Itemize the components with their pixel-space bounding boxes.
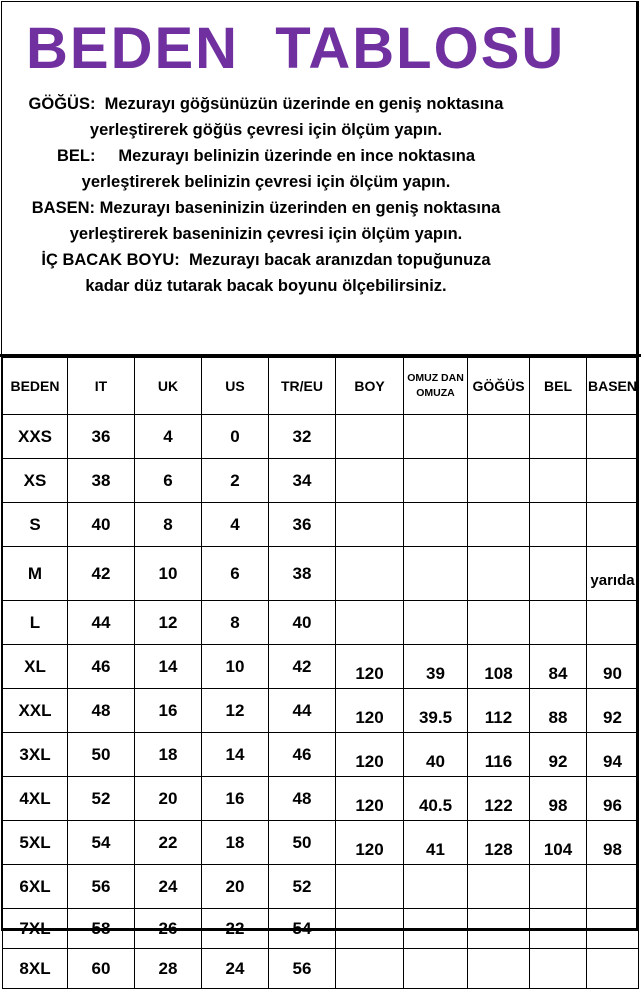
table-cell: 92 [587,689,639,733]
column-header: US [202,358,269,415]
table-cell: 122 [468,777,530,821]
table-cell: 56 [68,865,135,909]
table-cell [404,459,468,503]
table-cell [336,909,404,949]
table-cell: 3XL [3,733,68,777]
table-cell: 48 [269,777,336,821]
table-cell: 20 [135,777,202,821]
table-cell: 56 [269,949,336,989]
instruction-line: GÖĞÜS: Mezurayı göğsünüzün üzerinde en geniş noktasına [28,95,504,113]
table-row [3,689,639,733]
table-cell [336,949,404,989]
table-cell: 90 [587,645,639,689]
column-header: BOY [336,358,404,415]
table-cell [530,547,587,601]
table-cell: 46 [68,645,135,689]
table-cell [587,459,639,503]
table-cell: L [3,601,68,645]
table-cell: 34 [269,459,336,503]
instruction-line: BASEN: Mezurayı baseninizin üzerinden en geniş noktasına [31,199,501,217]
table-cell: 32 [269,415,336,459]
table-row [3,909,639,949]
table-cell: M [3,547,68,601]
table-cell: 54 [269,909,336,949]
column-header: UK [135,358,202,415]
table-cell [336,503,404,547]
table-cell [404,865,468,909]
table-cell [587,909,639,949]
table-cell: 41 [404,821,468,865]
table-cell: 24 [135,865,202,909]
table-cell: 46 [269,733,336,777]
table-cell [404,909,468,949]
table-cell: 40.5 [404,777,468,821]
table-cell: 6XL [3,865,68,909]
table-cell [530,601,587,645]
table-cell: XXS [3,415,68,459]
table-cell [404,601,468,645]
table-cell: 52 [269,865,336,909]
table-cell: 39.5 [404,689,468,733]
table-cell: 112 [468,689,530,733]
table-cell: S [3,503,68,547]
table-cell: 14 [202,733,269,777]
instruction-line: yerleştirerek belinizin çevresi için ölçüm yapın. [81,173,451,191]
table-cell: 16 [135,689,202,733]
table-cell [336,415,404,459]
table-cell: 8XL [3,949,68,989]
table-cell: 5XL [3,821,68,865]
table-cell: 38 [269,547,336,601]
table-cell: 42 [68,547,135,601]
table-cell [336,547,404,601]
table-cell: 24 [202,949,269,989]
table-cell: 38 [68,459,135,503]
table-row [3,459,639,503]
table-cell: 8 [135,503,202,547]
table-cell: 120 [336,689,404,733]
table-cell [404,547,468,601]
table-cell: 36 [68,415,135,459]
table-cell [468,865,530,909]
table-row [3,821,639,865]
size-table [2,357,639,989]
measurement-instructions [8,91,524,299]
table-row [3,733,639,777]
table-cell: 7XL [3,909,68,949]
table-cell: 50 [269,821,336,865]
instruction-line: yerleştirerek baseninizin çevresi için ölçüm yapın. [69,225,463,243]
table-cell: XL [3,645,68,689]
table-cell: 120 [336,733,404,777]
table-cell: 48 [68,689,135,733]
table-cell: 12 [135,601,202,645]
column-header: BEL [530,358,587,415]
table-cell: 54 [68,821,135,865]
table-header-row [3,358,639,415]
table-cell: 84 [530,645,587,689]
table-cell: 39 [404,645,468,689]
table-cell: XXL [3,689,68,733]
table-cell: 18 [202,821,269,865]
table-cell: 92 [530,733,587,777]
table-cell: 8 [202,601,269,645]
table-cell [336,601,404,645]
instruction-line: yerleştirerek göğüs çevresi için ölçüm yapın. [89,121,443,139]
column-header: BASEN [587,358,639,415]
table-row [3,503,639,547]
table-cell: 44 [68,601,135,645]
table-cell [530,415,587,459]
table-cell: 104 [530,821,587,865]
table-cell: 60 [68,949,135,989]
table-cell: 52 [68,777,135,821]
table-cell: 120 [336,645,404,689]
page-title: BEDEN TABLOSU [26,16,566,81]
instruction-line: BEL: Mezurayı belinizin üzerinde en ince noktasına [56,147,476,165]
table-cell: 120 [336,777,404,821]
table-cell [530,865,587,909]
table-row [3,865,639,909]
table-cell [468,459,530,503]
table-cell: 44 [269,689,336,733]
table-cell [587,503,639,547]
table-cell: 22 [135,821,202,865]
table-row [3,949,639,989]
column-header: IT [68,358,135,415]
table-cell: 58 [68,909,135,949]
table-cell: 120 [336,821,404,865]
table-cell [404,503,468,547]
table-cell [587,949,639,989]
table-cell: 4 [202,503,269,547]
table-cell: 40 [68,503,135,547]
table-cell: 88 [530,689,587,733]
table-cell: 4 [135,415,202,459]
table-cell [468,909,530,949]
table-cell [468,547,530,601]
table-cell [530,949,587,989]
column-header: BEDEN [3,358,68,415]
table-row [3,645,639,689]
table-cell [468,601,530,645]
instruction-line: kadar düz tutarak bacak boyunu ölçebilirsiniz. [85,277,447,295]
column-header: GÖĞÜS [468,358,530,415]
table-cell [336,459,404,503]
table-cell: 42 [269,645,336,689]
table-cell: 108 [468,645,530,689]
table-cell [468,949,530,989]
table-row [3,601,639,645]
table-cell [530,909,587,949]
table-cell: 14 [135,645,202,689]
table-cell: 0 [202,415,269,459]
table-cell: 26 [135,909,202,949]
column-header: OMUZ DAN OMUZA [404,358,468,415]
table-cell: 20 [202,865,269,909]
table-cell: 18 [135,733,202,777]
instruction-line: İÇ BACAK BOYU: Mezurayı bacak aranızdan topuğunuza [41,251,491,269]
table-cell [530,503,587,547]
table-cell: 36 [269,503,336,547]
table-cell [468,415,530,459]
table-cell: 10 [135,547,202,601]
column-header: TR/EU [269,358,336,415]
table-cell: 96 [587,777,639,821]
table-cell [336,865,404,909]
table-cell: 6 [135,459,202,503]
table-cell [530,459,587,503]
table-cell [587,415,639,459]
table-cell: 2 [202,459,269,503]
table-cell [587,601,639,645]
table-cell: 98 [530,777,587,821]
table-row [3,547,639,601]
table-cell: 4XL [3,777,68,821]
table-cell: 116 [468,733,530,777]
table-cell: 22 [202,909,269,949]
table-row [3,777,639,821]
table-cell [587,865,639,909]
table-cell: 16 [202,777,269,821]
table-cell: 6 [202,547,269,601]
table-cell: 98 [587,821,639,865]
table-row [3,415,639,459]
table-cell [468,503,530,547]
table-cell [404,415,468,459]
table-cell: 10 [202,645,269,689]
table-cell: 128 [468,821,530,865]
table-cell: 94 [587,733,639,777]
table-cell: 40 [404,733,468,777]
table-cell: 28 [135,949,202,989]
table-cell: 50 [68,733,135,777]
table-cell [404,949,468,989]
table-cell: 12 [202,689,269,733]
table-cell: 40 [269,601,336,645]
table-cell: yarıda [587,547,639,601]
table-cell: XS [3,459,68,503]
